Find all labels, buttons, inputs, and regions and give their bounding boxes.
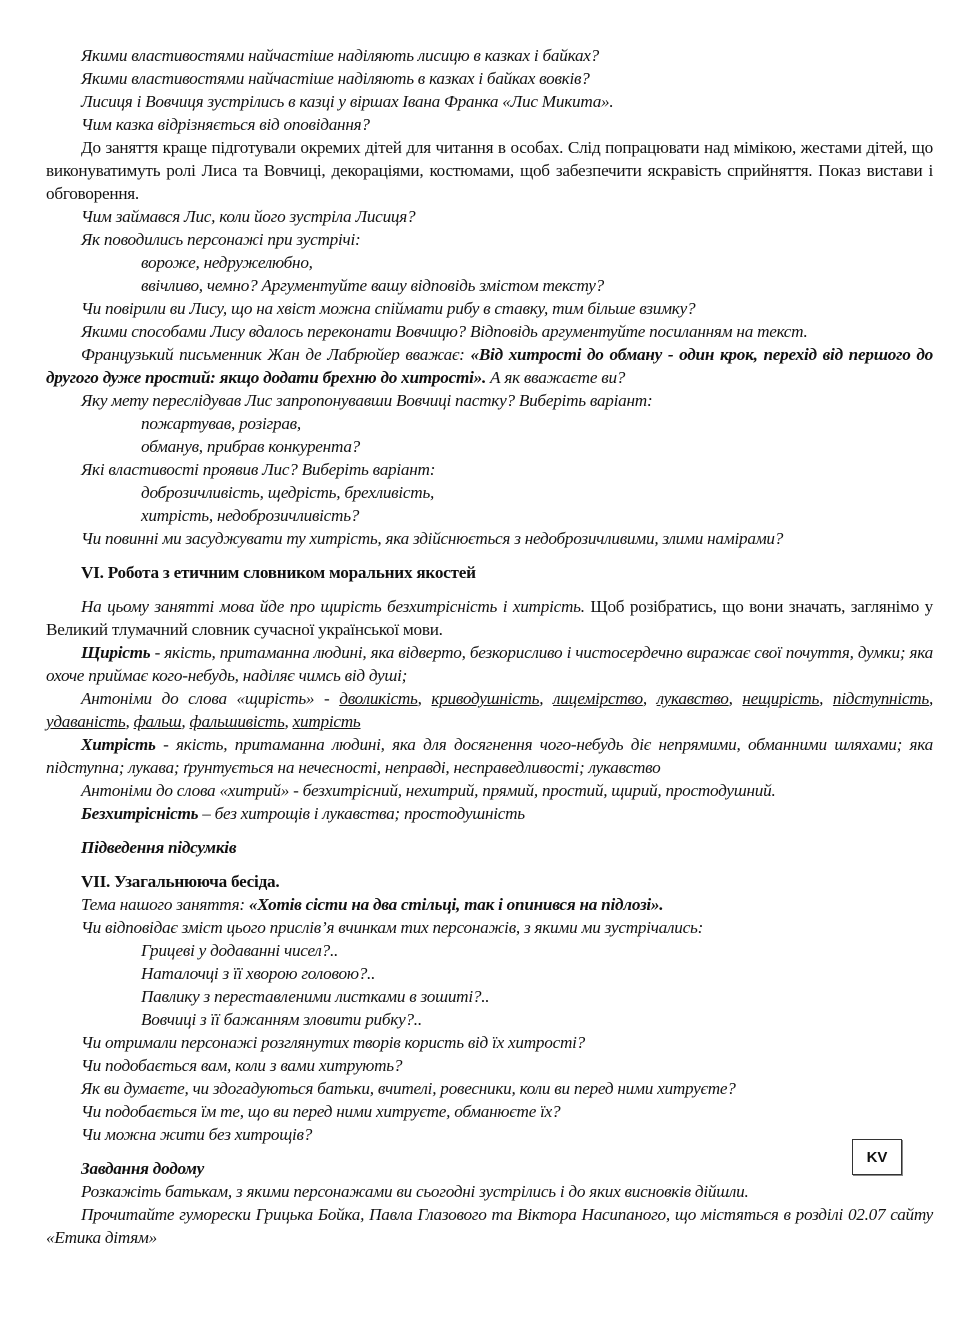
- text-run: Лисиця і Вовчиця зустрілись в казці у віршах Івана Франка «Лис Микита».: [81, 92, 614, 111]
- bold-text: «Хотів сісти на два стільці, так і опинився на підлозі».: [248, 895, 664, 914]
- paragraph: [46, 1180, 933, 1203]
- paragraph: [46, 228, 933, 251]
- text-run: ,: [642, 689, 657, 708]
- underlined-term: удаваність: [46, 712, 126, 731]
- section-heading: [46, 870, 933, 893]
- answer-option: [46, 985, 933, 1008]
- text-run: ,: [819, 689, 833, 708]
- text-run: вороже, недружелюбно,: [141, 253, 313, 272]
- text-run: Французький письменник Жан де Лабрюйер вважає:: [81, 345, 471, 364]
- text-run: ,: [125, 712, 134, 731]
- text-run: хитрість, недоброзичливість?: [141, 506, 360, 525]
- text-run: Яку мету переслідував Лис запропонувавши Вовчиці пастку? Виберіть варіант:: [81, 391, 653, 410]
- underlined-term: нещирість: [742, 689, 820, 708]
- answer-option: [46, 274, 933, 297]
- text-run: Прочитайте гуморески Грицька Бойка, Павла Глазового та Віктора Насипаного, що містяться в розділі 02.07 сайту «Етика дітям»: [46, 1205, 933, 1247]
- text-run: Чи подобається вам, коли з вами хитрують?: [81, 1056, 403, 1075]
- underlined-term: підступність: [832, 689, 929, 708]
- text-run: – без хитрощів і лукавства; простодушність: [198, 804, 525, 823]
- text-run: Розкажіть батькам, з якими персонажами ви сьогодні зустрілись і до яких висновків дійшли.: [81, 1182, 749, 1201]
- text-run: обманув, прибрав конкурента?: [141, 437, 361, 456]
- bold-text: Завдання додому: [81, 1159, 205, 1178]
- text-run: Павлику з переставленими листками в зошиті?..: [141, 987, 490, 1006]
- underlined-term: фальш: [133, 712, 182, 731]
- text-run: VI. Робота з етичним словником моральних якостей: [81, 563, 476, 582]
- answer-option: [46, 939, 933, 962]
- document-body: [46, 44, 933, 1249]
- text-run: Чим займався Лис, коли його зустріла Лисиця?: [81, 207, 416, 226]
- bold-text: Хитрість: [81, 735, 156, 754]
- paragraph: [46, 802, 933, 825]
- text-run: ,: [284, 712, 293, 731]
- paragraph: [46, 1077, 933, 1100]
- paragraph: [46, 113, 933, 136]
- text-run: Якими властивостями найчастіше наділяють лисицю в казках і байках?: [81, 46, 600, 65]
- answer-option: [46, 435, 933, 458]
- text-run: Чи подобається їм те, що ви перед ними хитруєте, обманюєте їх?: [81, 1102, 561, 1121]
- text-run: Наталочці з її хворою головою?..: [141, 964, 376, 983]
- text-run: Антоніми до слова «хитрий» - безхитрісний, нехитрий, прямий, простий, щирий, простодушний.: [81, 781, 776, 800]
- text-run: ,: [539, 689, 554, 708]
- text-run: Чи повинні ми засуджувати ту хитрість, яка здійснюється з недоброзичливими, злими намірами?: [81, 529, 784, 548]
- bold-text: Підведення підсумків: [81, 838, 237, 857]
- answer-option: [46, 481, 933, 504]
- paragraph: [46, 527, 933, 550]
- text-run: Щоб розібратись, що вони значать, заглянімо у Великий тлумачний словник сучасної української мови.: [46, 597, 933, 639]
- text-run: Які властивості проявив Лис? Виберіть варіант:: [81, 460, 436, 479]
- text-run: пожартував, розіграв,: [141, 414, 301, 433]
- paragraph: [46, 1100, 933, 1123]
- paragraph: [46, 1203, 933, 1249]
- text-run: ,: [417, 689, 432, 708]
- paragraph: [46, 44, 933, 67]
- paragraph: [46, 320, 933, 343]
- text-run: Чи отримали персонажі розглянутих творів користь від їх хитрості?: [81, 1033, 585, 1052]
- kv-badge: KV: [852, 1139, 902, 1175]
- text-run: Чи повірили ви Лису, що на хвіст можна спіймати рибу в ставку, тим більше взимку?: [81, 299, 696, 318]
- paragraph: [46, 687, 933, 733]
- bold-text: Безхитрісність: [81, 804, 199, 823]
- underlined-term: дволикість: [339, 689, 418, 708]
- text-run: - якість, притаманна людині, яка для досягнення чого-небудь діє непрямими, обманними шляхами; яка підступна; лукава; ґрунтується на нечесності, неправді, несправедливості; лукавство: [46, 735, 933, 777]
- text-run: Чи відповідає зміст цього прислів’я вчинкам тих персонажів, з якими ми зустрічались:: [81, 918, 704, 937]
- paragraph: [46, 733, 933, 779]
- bold-text: «Від хитрості до обману - один крок, перехід від першого до другого дуже простий: якщо додати брехню до хитрості».: [46, 345, 934, 387]
- text-run: Чим казка відрізняється від оповідання?: [81, 115, 370, 134]
- paragraph: [46, 779, 933, 802]
- text-run: На цьому занятті мова йде про щирість безхитрісність і хитрість.: [81, 597, 585, 616]
- paragraph: [46, 297, 933, 320]
- text-run: До заняття краще підготували окремих дітей для читання в особах. Слід попрацювати над мімікою, жестами дітей, що виконуватимуть ролі Лиса та Вовчиці, декораціями, костюмами, щоб забезпечити яскравість сприйняття. Показ вистави і обговорення.: [46, 138, 933, 203]
- text-run: ,: [728, 689, 743, 708]
- text-run: Якими способами Лису вдалось переконати Вовчицю? Відповідь аргументуйте посиланням на текст.: [81, 322, 808, 341]
- answer-option: [46, 412, 933, 435]
- paragraph: [46, 893, 933, 916]
- underlined-term: лукавство: [656, 689, 729, 708]
- answer-option: [46, 962, 933, 985]
- paragraph: [46, 389, 933, 412]
- underlined-term: хитрість: [292, 712, 361, 731]
- paragraph: [46, 136, 933, 205]
- text-run: ,: [181, 712, 190, 731]
- underlined-term: лицемірство: [553, 689, 643, 708]
- text-run: доброзичливість, щедрість, брехливість,: [141, 483, 435, 502]
- text-run: А як вважаєте ви?: [486, 368, 626, 387]
- text-run: Як ви думаєте, чи здогадуються батьки, вчителі, ровесники, коли ви перед ними хитруєте?: [81, 1079, 736, 1098]
- paragraph: [46, 916, 933, 939]
- paragraph: [46, 1157, 933, 1180]
- text-run: - якість, притаманна людині, яка відверто, безкорисливо і чистосердечно виражає свої почуття, думки; яка охоче приймає кого-небудь, наділяє чимсь від душі;: [46, 643, 933, 685]
- text-run: ввічливо, чемно? Аргументуйте вашу відповідь змістом тексту?: [141, 276, 604, 295]
- text-run: VII. Узагальнююча бесіда.: [81, 872, 280, 891]
- underlined-term: фальшивість: [189, 712, 285, 731]
- text-run: Як поводились персонажі при зустрічі:: [81, 230, 361, 249]
- paragraph: [46, 205, 933, 228]
- paragraph: [46, 1031, 933, 1054]
- text-run: ,: [928, 689, 934, 708]
- paragraph: [46, 1123, 933, 1146]
- text-run: Чи можна жити без хитрощів?: [81, 1125, 313, 1144]
- paragraph: [46, 836, 933, 859]
- underlined-term: криводушність: [431, 689, 540, 708]
- answer-option: [46, 504, 933, 527]
- answer-option: [46, 251, 933, 274]
- paragraph: [46, 641, 933, 687]
- text-run: Якими властивостями найчастіше наділяють в казках і байках вовків?: [81, 69, 590, 88]
- paragraph: [46, 595, 933, 641]
- paragraph: [46, 90, 933, 113]
- text-run: Тема нашого заняття:: [81, 895, 249, 914]
- answer-option: [46, 1008, 933, 1031]
- text-run: Антоніми до слова «щирість» -: [81, 689, 340, 708]
- bold-text: Щирість: [81, 643, 151, 662]
- paragraph: [46, 343, 933, 389]
- section-heading: [46, 561, 933, 584]
- paragraph: [46, 1054, 933, 1077]
- text-run: Вовчиці з її бажанням зловити рибку?..: [141, 1010, 422, 1029]
- paragraph: [46, 458, 933, 481]
- text-run: Грицеві у додаванні чисел?..: [141, 941, 339, 960]
- paragraph: [46, 67, 933, 90]
